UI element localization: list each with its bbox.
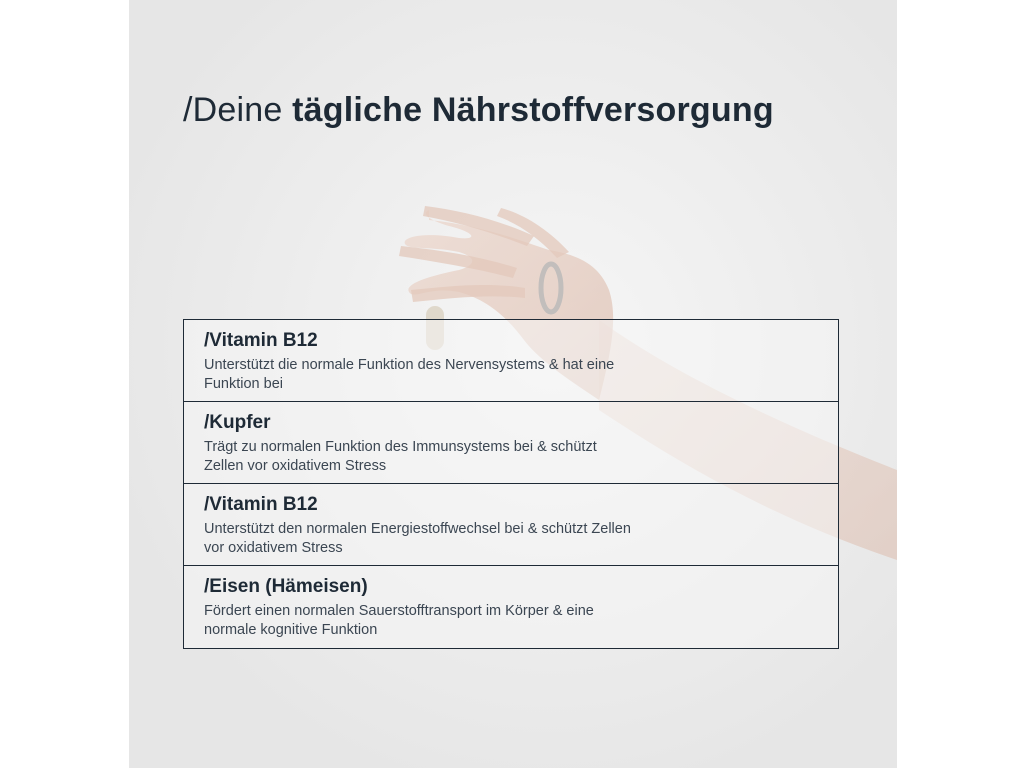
nutrient-benefits-table [183,319,839,649]
benefit-title: /Kupfer [204,412,271,433]
benefit-description: Trägt zu normalen Funktion des Immunsystems bei & schützt Zellen vor oxidativem Stress [204,439,597,474]
product-image-canvas [129,0,897,768]
benefit-description: Fördert einen normalen Sauerstofftransport im Körper & eine normale kognitive Funktion [204,603,594,638]
benefit-row [184,566,838,648]
benefit-row [184,402,838,484]
title-emphasis: tägliche Nährstoffversorgung [292,91,774,129]
benefit-row [184,484,838,566]
benefit-title: /Vitamin B12 [204,494,318,515]
page-title [183,88,774,132]
benefit-title: /Eisen (Hämeisen) [204,576,368,597]
benefit-row [184,320,838,402]
benefit-description: Unterstützt den normalen Energiestoffwechsel bei & schützt Zellen vor oxidativem Stress [204,521,631,556]
benefit-description: Unterstützt die normale Funktion des Nervensystems & hat eine Funktion bei [204,357,615,392]
benefit-title: /Vitamin B12 [204,330,318,351]
title-prefix: /Deine [183,91,293,129]
